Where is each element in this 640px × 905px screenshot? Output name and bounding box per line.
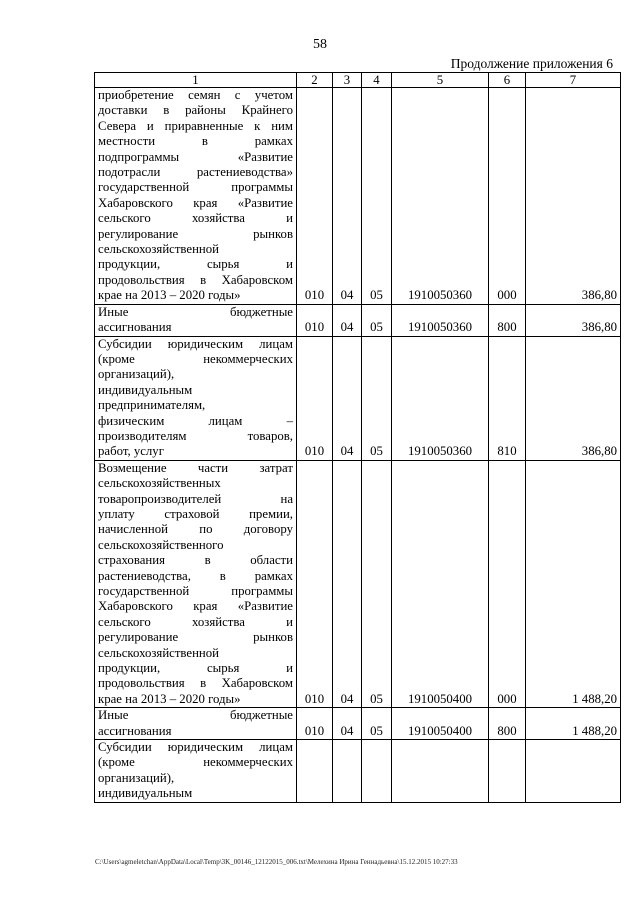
expense-type-code bbox=[489, 740, 526, 803]
description-line: Субсидии юридическим лицам bbox=[98, 740, 293, 755]
description-line: сельскохозяйственной bbox=[98, 242, 220, 257]
description-line: продукции, сырья и bbox=[98, 661, 293, 676]
continuation-label: Продолжение приложения 6 bbox=[450, 56, 613, 71]
expense-type-code: 000 bbox=[489, 460, 526, 708]
description-line: Возмещение части затрат bbox=[98, 460, 293, 475]
description-line: сельскохозяйственной bbox=[98, 645, 220, 660]
section-code: 010 bbox=[297, 336, 333, 460]
description-line: крае на 2013 – 2020 годы» bbox=[98, 691, 241, 706]
subsection-code: 04 bbox=[333, 708, 362, 740]
description-line: индивидуальным bbox=[98, 382, 193, 397]
description-line: ассигнования bbox=[98, 723, 172, 738]
row-description bbox=[95, 304, 297, 336]
description-line: продовольствия в Хабаровском bbox=[98, 272, 293, 287]
section-code bbox=[297, 740, 333, 803]
header-cell: 4 bbox=[362, 73, 392, 88]
description-line: Хабаровского края «Развитие bbox=[98, 599, 293, 614]
description-line: подотрасли растениеводства» bbox=[98, 165, 293, 180]
target-article-code: 1910050360 bbox=[392, 88, 489, 305]
description-line: крае на 2013 – 2020 годы» bbox=[98, 288, 241, 303]
subsection-code-2: 05 bbox=[362, 708, 392, 740]
subsection-code bbox=[333, 740, 362, 803]
description-line: организаций), bbox=[98, 770, 175, 785]
target-article-code: 1910050400 bbox=[392, 708, 489, 740]
description-line: организаций), bbox=[98, 367, 175, 382]
expense-type-code: 800 bbox=[489, 304, 526, 336]
subsection-code: 04 bbox=[333, 304, 362, 336]
amount bbox=[526, 740, 621, 803]
target-article-code: 1910050360 bbox=[392, 304, 489, 336]
target-article-code: 1910050400 bbox=[392, 460, 489, 708]
amount: 1 488,20 bbox=[526, 708, 621, 740]
description-line: государственной программы bbox=[98, 180, 293, 195]
description-line: (кроме некоммерческих bbox=[98, 755, 293, 770]
amount: 386,80 bbox=[526, 88, 621, 305]
file-path-footer: C:\Users\agmeletchan\AppData\Local\Temp\3K_00146_12122015_006.txt\Мелехина Ирина Геннадьевна\15.12.2015 10:27:33 bbox=[95, 858, 458, 866]
description-line: физическим лицам – bbox=[98, 413, 293, 428]
expense-type-code: 810 bbox=[489, 336, 526, 460]
description-line: Хабаровского края «Развитие bbox=[98, 195, 293, 210]
subsection-code-2: 05 bbox=[362, 88, 392, 305]
subsection-code: 04 bbox=[333, 460, 362, 708]
description-line: Иные бюджетные bbox=[98, 708, 293, 723]
description-line: уплату страховой премии, bbox=[98, 506, 293, 521]
header-cell: 7 bbox=[526, 73, 621, 88]
row-description bbox=[95, 336, 297, 460]
header-cell: 2 bbox=[297, 73, 333, 88]
description-line: работ, услуг bbox=[98, 444, 164, 459]
row-description bbox=[95, 460, 297, 708]
description-line: предпринимателям, bbox=[98, 398, 206, 413]
description-line: товаропроизводителей на bbox=[98, 491, 293, 506]
table-row bbox=[95, 460, 621, 708]
table-row bbox=[95, 88, 621, 305]
amount: 386,80 bbox=[526, 304, 621, 336]
header-cell: 6 bbox=[489, 73, 526, 88]
expense-type-code: 000 bbox=[489, 88, 526, 305]
description-line: производителям товаров, bbox=[98, 428, 293, 443]
expense-type-code: 800 bbox=[489, 708, 526, 740]
table-row bbox=[95, 336, 621, 460]
subsection-code-2: 05 bbox=[362, 304, 392, 336]
description-line: продовольствия в Хабаровском bbox=[98, 676, 293, 691]
description-line: сельского хозяйства и bbox=[98, 211, 293, 226]
description-line: доставки в районы Крайнего bbox=[98, 103, 293, 118]
header-cell: 1 bbox=[95, 73, 297, 88]
row-description bbox=[95, 88, 297, 305]
subsection-code: 04 bbox=[333, 88, 362, 305]
section-code: 010 bbox=[297, 304, 333, 336]
section-code: 010 bbox=[297, 460, 333, 708]
row-description bbox=[95, 708, 297, 740]
description-line: (кроме некоммерческих bbox=[98, 351, 293, 366]
description-line: страхования в области bbox=[98, 553, 293, 568]
description-line: сельскохозяйственных bbox=[98, 476, 221, 491]
header-row bbox=[95, 73, 621, 88]
description-line: растениеводства, в рамках bbox=[98, 568, 293, 583]
section-code: 010 bbox=[297, 88, 333, 305]
description-line: сельскохозяйственного bbox=[98, 537, 224, 552]
description-line: индивидуальным bbox=[98, 786, 193, 801]
description-line: Севера и приравненные к ним bbox=[98, 118, 293, 133]
table-row bbox=[95, 708, 621, 740]
subsection-code-2 bbox=[362, 740, 392, 803]
description-line: начисленной по договору bbox=[98, 522, 293, 537]
table-row bbox=[95, 740, 621, 803]
target-article-code bbox=[392, 740, 489, 803]
page-number: 58 bbox=[313, 37, 327, 52]
description-line: продукции, сырья и bbox=[98, 257, 293, 272]
target-article-code: 1910050360 bbox=[392, 336, 489, 460]
subsection-code-2: 05 bbox=[362, 460, 392, 708]
description-line: подпрограммы «Развитие bbox=[98, 149, 293, 164]
subsection-code: 04 bbox=[333, 336, 362, 460]
table-row bbox=[95, 304, 621, 336]
header-cell: 5 bbox=[392, 73, 489, 88]
description-line: приобретение семян с учетом bbox=[98, 88, 293, 102]
section-code: 010 bbox=[297, 708, 333, 740]
subsection-code-2: 05 bbox=[362, 336, 392, 460]
description-line: ассигнования bbox=[98, 320, 172, 335]
description-line: регулирование рынков bbox=[98, 226, 293, 241]
amount: 1 488,20 bbox=[526, 460, 621, 708]
description-line: Иные бюджетные bbox=[98, 304, 293, 319]
description-line: сельского хозяйства и bbox=[98, 614, 293, 629]
description-line: местности в рамках bbox=[98, 134, 293, 149]
description-line: регулирование рынков bbox=[98, 630, 293, 645]
row-description bbox=[95, 740, 297, 803]
budget-table bbox=[94, 72, 621, 803]
description-line: Субсидии юридическим лицам bbox=[98, 336, 293, 351]
description-line: государственной программы bbox=[98, 584, 293, 598]
header-cell: 3 bbox=[333, 73, 362, 88]
amount: 386,80 bbox=[526, 336, 621, 460]
